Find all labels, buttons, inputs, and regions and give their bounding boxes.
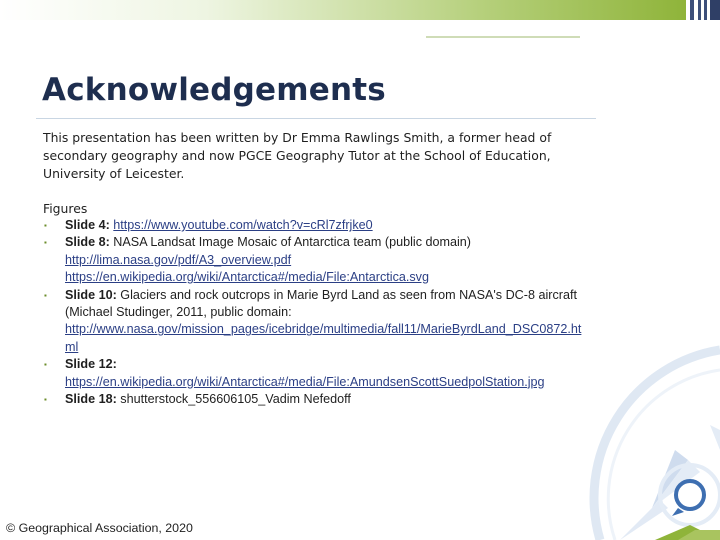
bullet-icon: ▪	[44, 238, 47, 248]
title-divider	[36, 118, 596, 119]
bullet-icon: ▪	[44, 221, 47, 230]
copyright-footer: © Geographical Association, 2020	[6, 521, 193, 535]
slide-label: Slide 8:	[65, 235, 110, 250]
item-text: shutterstock_556606105_Vadim Nefedoff	[116, 392, 351, 407]
figures-list	[43, 217, 588, 408]
source-link[interactable]: https://en.wikipedia.org/wiki/Antarctica#/media/File:AmundsenScottSuedpolStation.jpg	[65, 374, 545, 389]
list-item	[43, 287, 588, 357]
source-link[interactable]: https://www.youtube.com/watch?v=cRl7zfrjke0	[113, 218, 373, 232]
header-gradient-bar	[0, 0, 690, 20]
bullet-icon: ▪	[44, 395, 47, 405]
list-item	[43, 391, 588, 408]
compass-icon	[560, 330, 720, 540]
item-text: NASA Landsat Image Mosaic of Antarctica team (public domain)	[109, 235, 471, 250]
list-item	[43, 217, 588, 234]
intro-paragraph: This presentation has been written by Dr Emma Rawlings Smith, a former head of secondary geography and now PGCE Geography Tutor at the School of Education, University of Leicester.	[43, 130, 552, 181]
list-item	[43, 234, 588, 286]
bullet-icon: ▪	[44, 290, 47, 300]
slide-label: Slide 12:	[65, 357, 117, 372]
slide-title: Acknowledgements	[42, 72, 386, 108]
source-link[interactable]: http://lima.nasa.gov/pdf/A3_overview.pdf	[65, 252, 292, 267]
slide-label: Slide 10:	[65, 287, 117, 302]
item-text: Glaciers and rock outcrops in Marie Byrd Land as seen from NASA's DC-8 aircraft (Michael Studinger, 2011, public domain:	[65, 287, 577, 320]
header-stripe-3	[704, 0, 707, 20]
header-stripe-2	[698, 0, 701, 20]
header-stripe-4	[710, 0, 720, 20]
slide-label: Slide 4:	[65, 218, 110, 232]
header-gradient	[0, 0, 686, 20]
slide-label: Slide 18:	[65, 392, 117, 407]
header-accent-rule	[426, 36, 580, 38]
list-item	[43, 356, 588, 391]
bullet-icon: ▪	[44, 360, 47, 370]
source-link[interactable]: http://www.nasa.gov/mission_pages/icebridge/multimedia/fall11/MarieByrdLand_DSC0872.html	[65, 322, 582, 354]
source-link[interactable]: https://en.wikipedia.org/wiki/Antarctica#/media/File:Antarctica.svg	[65, 270, 429, 285]
header-stripe-1	[690, 0, 694, 20]
figures-heading: Figures	[43, 201, 88, 216]
